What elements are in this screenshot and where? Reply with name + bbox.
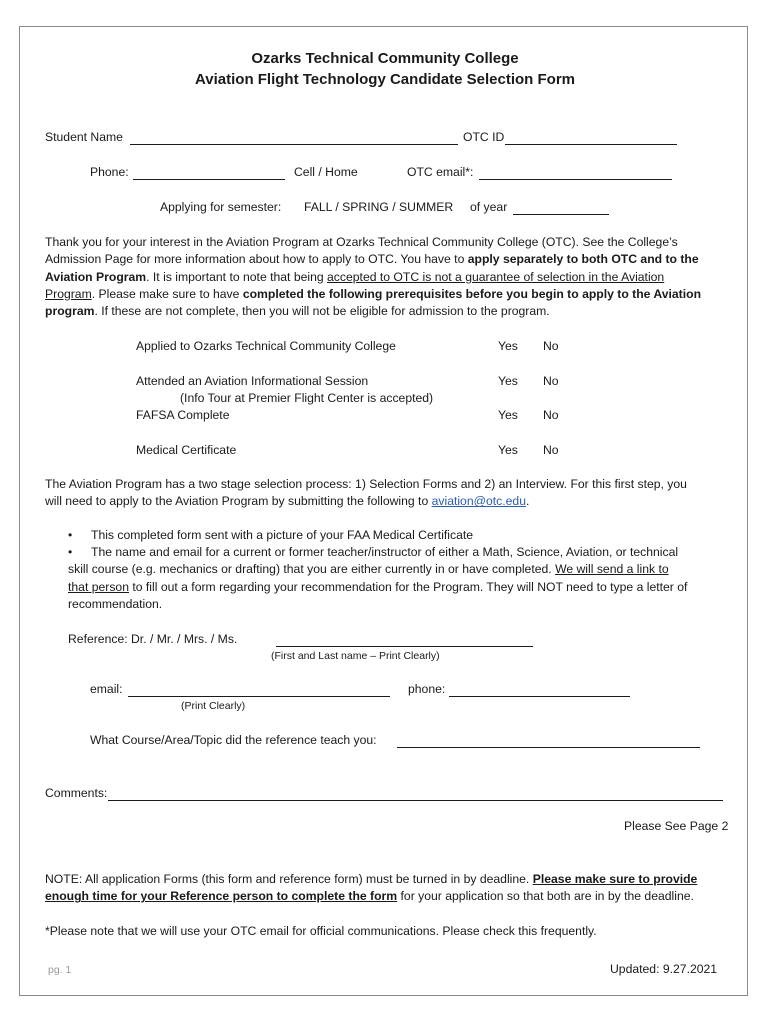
prereq-label: Attended an Aviation Informational Session — [136, 374, 369, 388]
comments-field[interactable] — [108, 800, 723, 801]
updated-date: Updated: 9.27.2021 — [610, 962, 718, 976]
bullet-text: This completed form sent with a picture of your FAA Medical Certificate — [91, 528, 474, 542]
reference-phone-label: phone: — [408, 682, 446, 696]
bullet-dot: • — [68, 545, 73, 559]
prereq-yes[interactable]: Yes — [498, 374, 518, 388]
email-communication-note: *Please note that we will use your OTC email for official communications. Please check this frequently. — [45, 924, 597, 938]
intro-line: Thank you for your interest in the Aviation Program at Ozarks Technical Community College (OTC). See the College’s — [45, 235, 678, 249]
prereq-yes[interactable]: Yes — [498, 443, 518, 457]
bullet-dot: • — [68, 528, 73, 542]
year-label: of year — [470, 200, 508, 214]
reference-name-hint: (First and Last name – Print Clearly) — [271, 650, 440, 662]
form-title: Aviation Flight Technology Candidate Selection Form — [194, 71, 576, 88]
page-number: pg. 1 — [48, 964, 72, 976]
phone-label: Phone: — [90, 165, 129, 179]
reference-phone-field[interactable] — [449, 696, 630, 697]
reference-label: Reference: Dr. / Mr. / Mrs. / Ms. — [68, 632, 238, 646]
semester-label: Applying for semester: — [160, 200, 282, 214]
student-name-label: Student Name — [45, 130, 123, 144]
year-field[interactable] — [513, 214, 609, 215]
reference-email-field[interactable] — [128, 696, 390, 697]
college-name: Ozarks Technical Community College — [251, 50, 519, 67]
prereq-label: FAFSA Complete — [136, 408, 230, 422]
cell-home-options[interactable]: Cell / Home — [294, 165, 358, 179]
intro-line: program. If these are not complete, then you will not be eligible for admission to the program. — [45, 304, 550, 319]
course-question: What Course/Area/Topic did the reference teach you: — [90, 733, 377, 747]
email-link[interactable]: aviation@otc.edu — [431, 494, 526, 509]
otc-email-field[interactable] — [479, 179, 672, 180]
deadline-note — [45, 871, 697, 906]
intro-line: Aviation Program. It is important to note that being accepted to OTC is not a guarantee of selection in the Aviation — [45, 269, 665, 284]
bullet-paragraph — [68, 544, 687, 613]
process-paragraph — [45, 476, 687, 511]
prereq-label: Medical Certificate — [136, 443, 237, 457]
prereq-yes[interactable]: Yes — [498, 339, 518, 353]
see-page-note: Please See Page 2 — [624, 819, 729, 833]
otc-email-label: OTC email*: — [407, 165, 474, 179]
prereq-no[interactable]: No — [543, 374, 559, 388]
note-line: enough time for your Reference person to complete the form for your application so that both are in by the deadline. — [45, 889, 694, 904]
prereq-no[interactable]: No — [543, 339, 559, 353]
intro-line: Program. Please make sure to have completed the following prerequisites before you begin to apply to the Aviation — [45, 286, 702, 301]
otc-id-label: OTC ID — [463, 130, 505, 144]
intro-line: Admission Page for more information about how to apply to OTC. You have to apply separately to both OTC and to the — [45, 252, 699, 267]
bullet-line: recommendation. — [68, 596, 163, 611]
bullet-line: skill course (e.g. mechanics or drafting) that you are either currently in or have completed. We will send a link to — [68, 562, 669, 577]
student-name-field[interactable] — [130, 144, 458, 145]
comments-label: Comments: — [45, 786, 108, 800]
reference-email-label: email: — [90, 682, 123, 696]
intro-paragraph — [45, 234, 701, 320]
phone-field[interactable] — [133, 179, 285, 180]
bullet-line: The name and email for a current or former teacher/instructor of either a Math, Science, Aviation, or technical — [91, 545, 679, 559]
prereq-label: Applied to Ozarks Technical Community College — [136, 339, 396, 353]
course-field[interactable] — [397, 747, 700, 748]
process-line: will need to apply to the Aviation Program by submitting the following to aviation@otc.edu. — [45, 494, 530, 509]
bullet-line: that person to fill out a form regarding your recommendation for the Program. They will NOT need to type a letter of — [68, 579, 688, 594]
prereq-no[interactable]: No — [543, 408, 559, 422]
prereq-yes[interactable]: Yes — [498, 408, 518, 422]
prereq-note: (Info Tour at Premier Flight Center is accepted) — [180, 391, 434, 405]
reference-email-hint: (Print Clearly) — [181, 700, 246, 712]
prereq-no[interactable]: No — [543, 443, 559, 457]
semester-options[interactable]: FALL / SPRING / SUMMER — [304, 200, 454, 214]
process-line: The Aviation Program has a two stage selection process: 1) Selection Forms and 2) an Interview. For this first step, you — [45, 477, 687, 491]
reference-name-field[interactable] — [276, 646, 533, 647]
note-line: NOTE: All application Forms (this form and reference form) must be turned in by deadline. Please make sure to provide — [45, 872, 698, 886]
otc-id-field[interactable] — [505, 144, 677, 145]
